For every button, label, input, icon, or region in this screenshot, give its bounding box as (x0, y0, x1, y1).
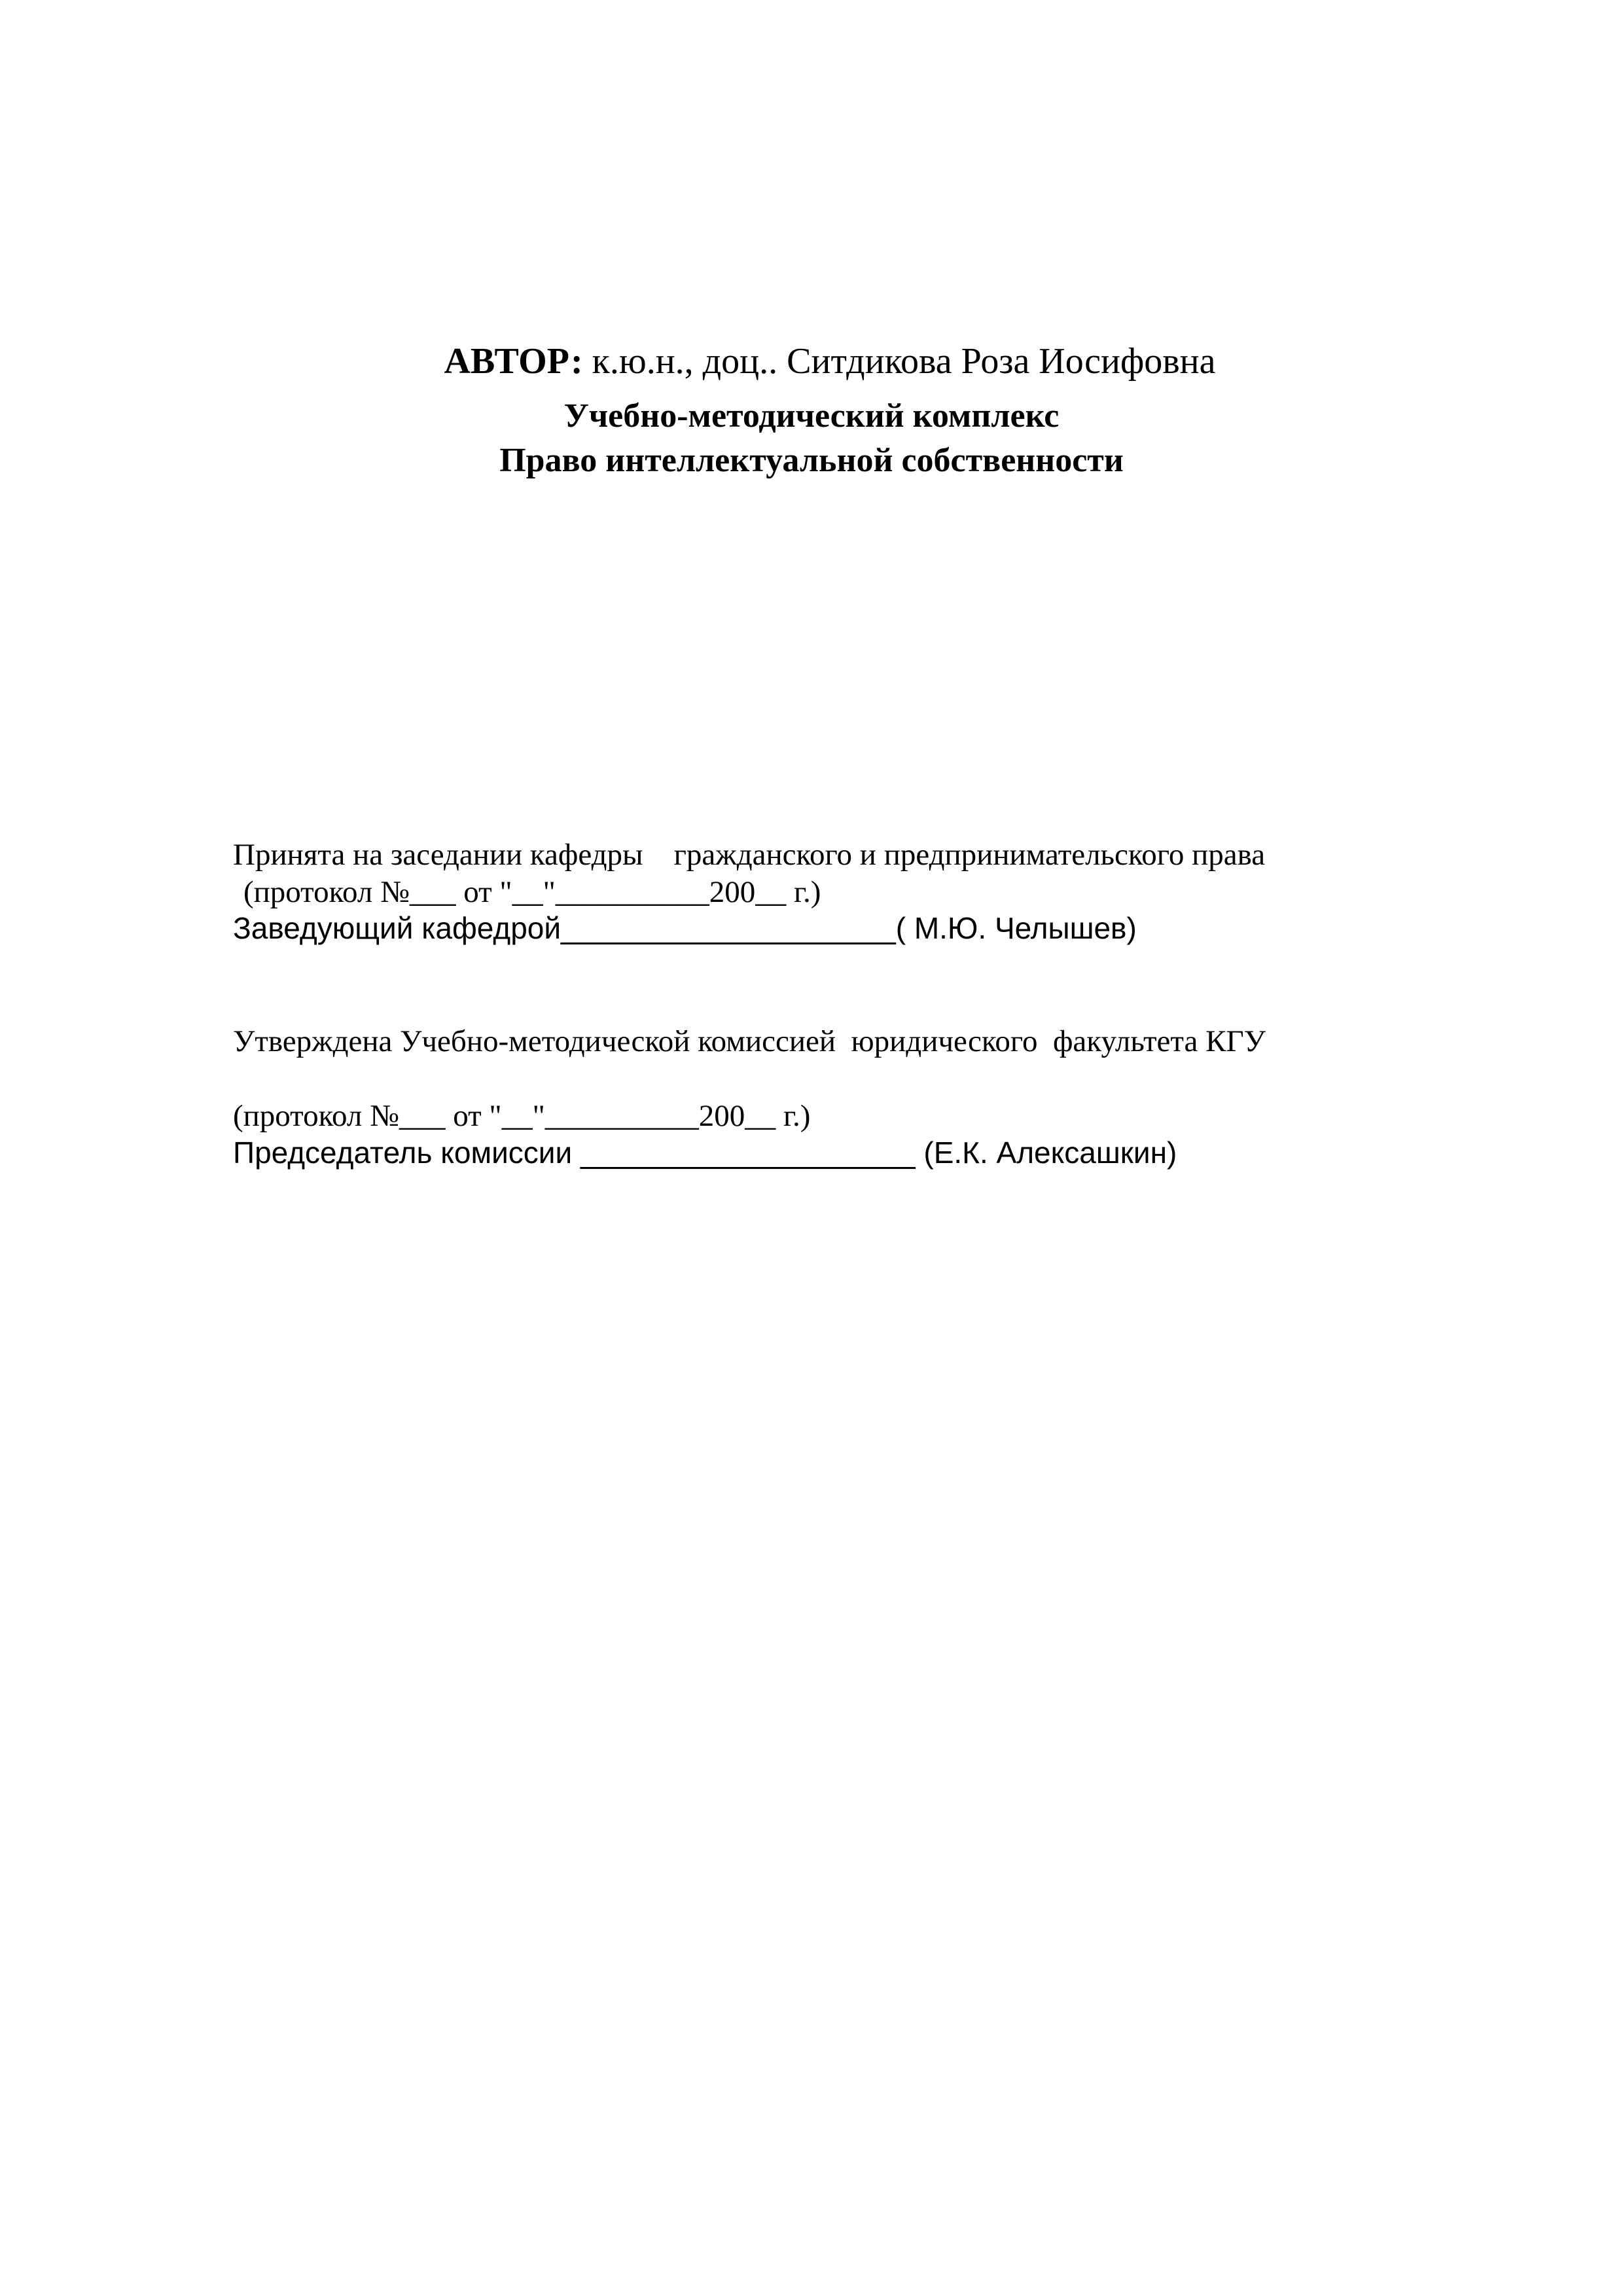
commission-approved-text: Утверждена Учебно-методической комиссией юридического факультета КГУ (233, 1024, 1266, 1058)
author-label: АВТОР: (444, 341, 583, 382)
commission-protocol-text: (протокол №___ от "__"__________200__ г.) (233, 1099, 811, 1133)
department-protocol-text: (протокол №___ от "__"__________200__ г.) (243, 875, 821, 909)
document-title-line-2: Право интеллектуальной собственности (499, 442, 1124, 479)
department-head-signature-line: Заведующий кафедрой____________________( М.Ю. Челышев) (233, 911, 1137, 945)
author-details: к.ю.н., доц.. Ситдикова Роза Иосифовна (582, 341, 1216, 382)
commission-chair-signature-line: Председатель комиссии ____________________ (Е.К. Алексашкин) (233, 1136, 1177, 1170)
document-title-line-1: Учебно-методический комплекс (563, 397, 1060, 435)
department-accepted-text: Принята на заседании кафедры гражданского и предпринимательского права (233, 838, 1266, 872)
